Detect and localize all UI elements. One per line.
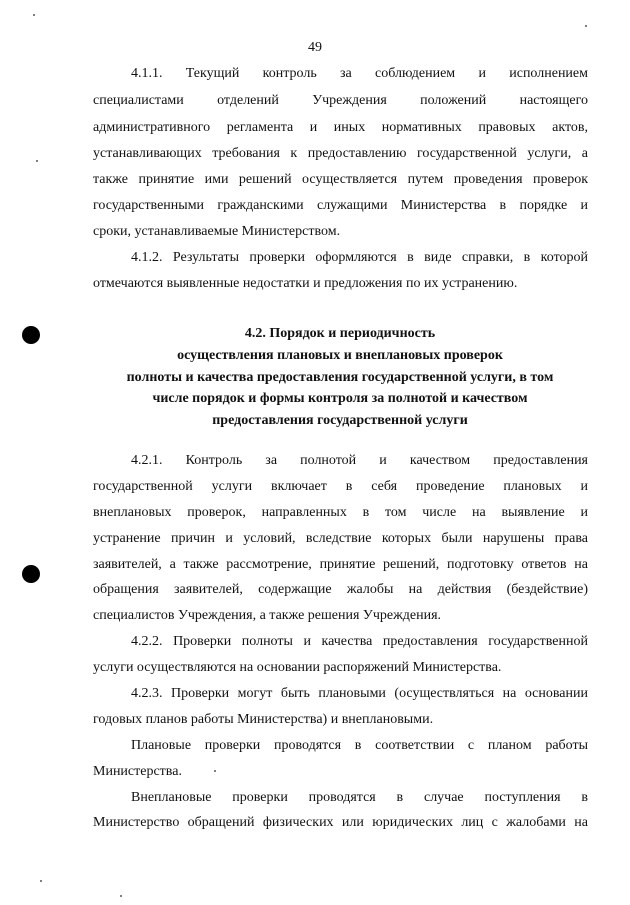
paragraph-4-1-1-line: административного регламента и иных нормативных правовых актов, — [93, 120, 588, 135]
paragraph-4-2-1-line: заявителей, а также рассмотрение, принятие решений, подготовку ответов на — [93, 557, 588, 572]
paragraph-4-2-3-line: 4.2.3. Проверки могут быть плановыми (осуществляться на основании — [131, 686, 588, 701]
paragraph-4-2-1-line: специалистов Учреждения, а также решения Учреждения. — [93, 608, 442, 623]
page-number: 49 — [308, 40, 322, 55]
scan-speck — [36, 160, 38, 162]
paragraph-unplanned-inspections-line: Внеплановые проверки проводятся в случае поступления в — [131, 790, 588, 805]
scan-speck — [120, 895, 122, 897]
paragraph-4-1-2-line: 4.1.2. Результаты проверки оформляются в виде справки, в которой — [131, 250, 588, 265]
paragraph-4-2-1-line: устранение причин и условий, вследствие которых были нарушены права — [93, 531, 588, 546]
paragraph-4-2-2-line: услуги осуществляются на основании распоряжений Министерства. — [93, 660, 502, 675]
paragraph-4-2-3-line: годовых планов работы Министерства) и внеплановыми. — [93, 712, 434, 727]
paragraph-4-1-2-line: отмечаются выявленные недостатки и предложения по их устранению. — [93, 276, 518, 291]
paragraph-4-1-1-line: государственными гражданскими служащими Министерства в порядке и — [93, 198, 588, 213]
scan-speck — [40, 880, 42, 882]
paragraph-4-1-1-line: также принятие ими решений осуществляется путем проведения проверок — [93, 172, 588, 187]
paragraph-4-2-1-line: внеплановых проверок, направленных в том числе на выявление и — [93, 505, 588, 520]
section-4-2-heading-line: 4.2. Порядок и периодичность — [244, 326, 436, 341]
paragraph-4-1-1-line: устанавливающих требования к предоставлению государственной услуги, а — [93, 146, 588, 161]
section-4-2-heading-line: осуществления плановых и внеплановых проверок — [177, 348, 503, 363]
scan-speck — [33, 14, 35, 16]
punch-hole-bottom — [22, 565, 40, 583]
paragraph-4-2-1-line: государственной услуги включает в себя проведение плановых и — [93, 479, 588, 494]
paragraph-4-2-1-line: обращения заявителей, содержащие жалобы на действия (бездействие) — [93, 582, 588, 597]
section-4-2-heading-line: полноты и качества предоставления государственной услуги, в том — [126, 370, 554, 385]
paragraph-4-1-1-line: сроки, устанавливаемые Министерством. — [93, 224, 341, 239]
section-4-2-heading-line: числе порядок и формы контроля за полнотой и качеством — [152, 391, 528, 406]
scan-speck — [214, 770, 216, 772]
paragraph-planned-inspections-line: Министерства. — [93, 764, 182, 779]
section-4-2-heading-line: предоставления государственной услуги — [212, 413, 468, 428]
paragraph-unplanned-inspections-line: Министерство обращений физических или юридических лиц с жалобами на — [93, 815, 588, 830]
paragraph-4-2-2-line: 4.2.2. Проверки полноты и качества предоставления государственной — [131, 634, 588, 649]
scan-speck — [585, 25, 587, 27]
paragraph-planned-inspections-line: Плановые проверки проводятся в соответствии с планом работы — [131, 738, 588, 753]
paragraph-4-2-1-line: 4.2.1. Контроль за полнотой и качеством предоставления — [131, 453, 588, 468]
paragraph-4-1-1-line: специалистами отделений Учреждения положений настоящего — [93, 93, 588, 108]
paragraph-4-1-1-line: 4.1.1. Текущий контроль за соблюдением и исполнением — [131, 66, 588, 81]
punch-hole-top — [22, 326, 40, 344]
